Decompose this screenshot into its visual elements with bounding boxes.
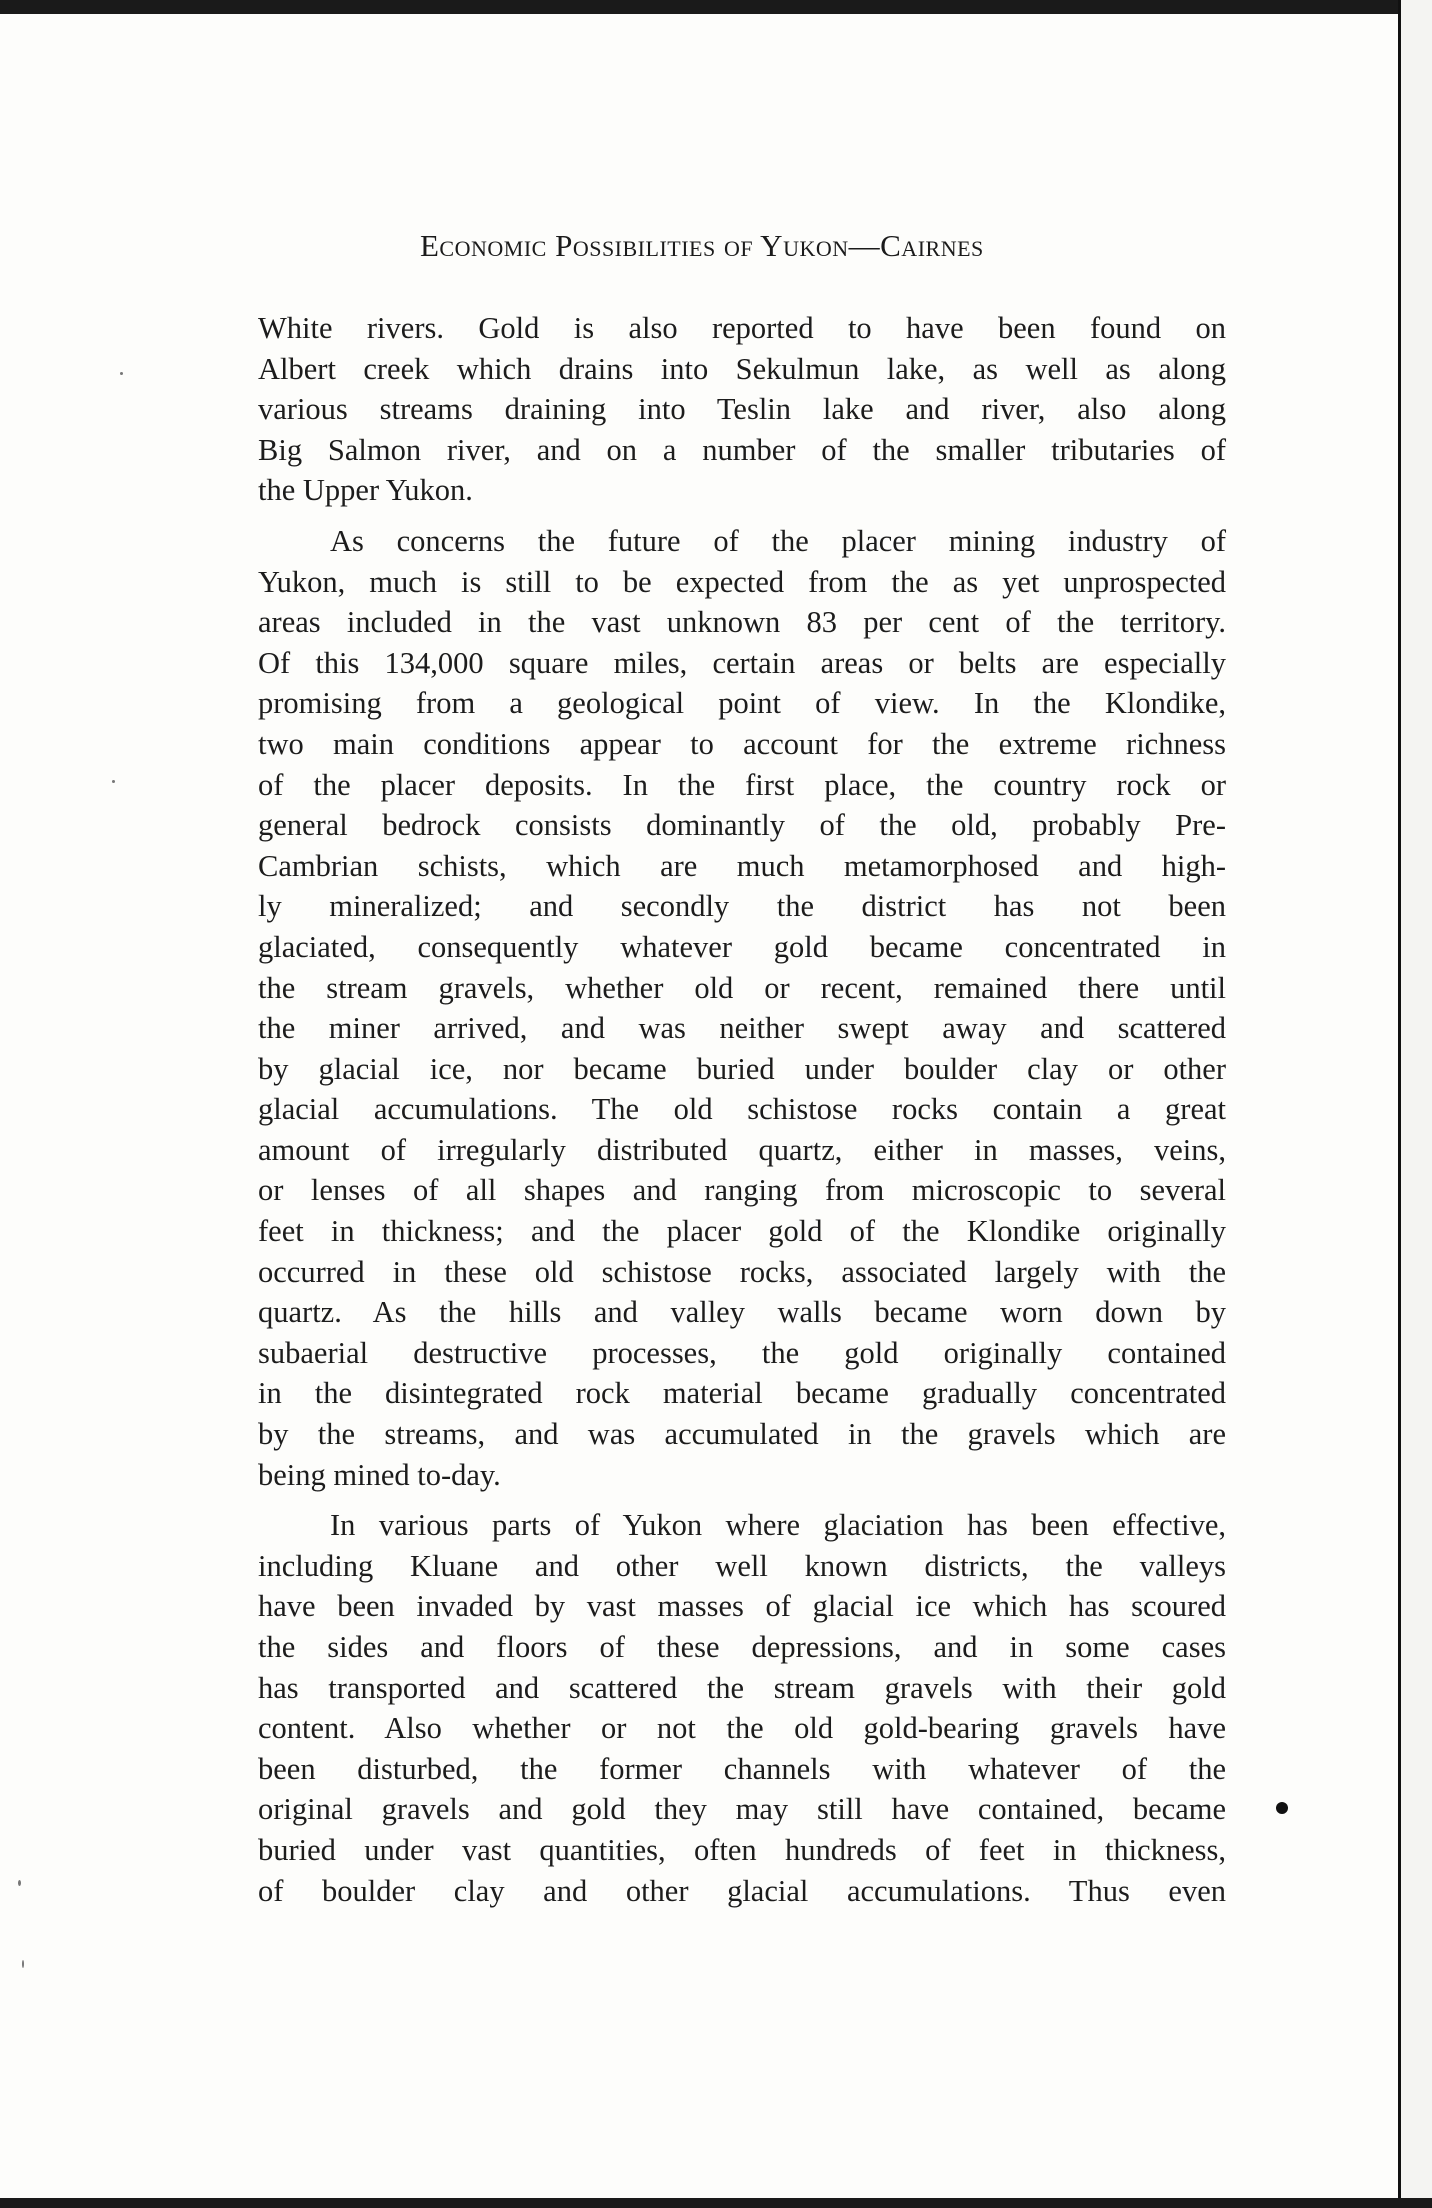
- text-line: by glacial ice, nor became buried under boulder clay or other: [258, 1051, 1226, 1086]
- text-line: original gravels and gold they may still have contained, became: [258, 1792, 1226, 1827]
- text-line: being mined to-day.: [258, 1457, 501, 1492]
- running-head: Economic Possibilities of Yukon—Cairnes: [420, 228, 984, 263]
- scan-speck: [120, 372, 123, 375]
- body-text: [258, 308, 1226, 1921]
- text-line: ly mineralized; and secondly the district has not been: [258, 889, 1226, 924]
- text-line: Yukon, much is still to be expected from the as yet unprospected: [258, 564, 1226, 599]
- paragraph: [258, 1505, 1226, 1911]
- text-line: various streams draining into Teslin lake and river, also along: [258, 392, 1226, 427]
- text-line: the stream gravels, whether old or recent, remained there until: [258, 970, 1226, 1005]
- text-line: two main conditions appear to account for the extreme richness: [258, 726, 1226, 761]
- text-line: the sides and floors of these depressions, and in some cases: [258, 1630, 1226, 1664]
- text-line: White rivers. Gold is also reported to have been found on: [258, 311, 1226, 345]
- text-line: of boulder clay and other glacial accumulations. Thus even: [258, 1873, 1226, 1908]
- text-line: subaerial destructive processes, the gold originally contained: [258, 1335, 1226, 1370]
- margin-dot: [1276, 1802, 1288, 1814]
- text-line: Cambrian schists, which are much metamorphosed and high-: [258, 848, 1226, 883]
- text-line: general bedrock consists dominantly of the old, probably Pre-: [258, 808, 1226, 843]
- paragraph: [258, 308, 1226, 511]
- text-line: In various parts of Yukon where glaciation has been effective,: [330, 1508, 1226, 1543]
- scan-edge: [1398, 0, 1432, 2208]
- text-line: Albert creek which drains into Sekulmun lake, as well as along: [258, 351, 1226, 386]
- text-line: including Kluane and other well known districts, the valleys: [258, 1548, 1226, 1583]
- text-line: the miner arrived, and was neither swept away and scattered: [258, 1011, 1226, 1046]
- scan-speck: [112, 780, 115, 783]
- text-line: buried under vast quantities, often hundreds of feet in thickness,: [258, 1832, 1226, 1867]
- scan-bottom-edge: [0, 2198, 1432, 2208]
- text-line: areas included in the vast unknown 83 per cent of the territory.: [258, 605, 1226, 640]
- text-line: been disturbed, the former channels with whatever of the: [258, 1751, 1226, 1786]
- text-line: content. Also whether or not the old gold-bearing gravels have: [258, 1711, 1226, 1746]
- text-line: glaciated, consequently whatever gold became concentrated in: [258, 929, 1226, 964]
- text-line: Big Salmon river, and on a number of the smaller tributaries of: [258, 432, 1226, 467]
- text-line: glacial accumulations. The old schistose rocks contain a great: [258, 1092, 1226, 1127]
- text-line: the Upper Yukon.: [258, 473, 473, 508]
- text-line: promising from a geological point of view. In the Klondike,: [258, 686, 1226, 721]
- text-line: of the placer deposits. In the first place, the country rock or: [258, 767, 1226, 802]
- scan-speck: [22, 1960, 24, 1968]
- text-line: by the streams, and was accumulated in the gravels which are: [258, 1417, 1226, 1452]
- text-line: As concerns the future of the placer mining industry of: [330, 523, 1226, 558]
- paragraph: [258, 521, 1226, 1495]
- text-line: Of this 134,000 square miles, certain areas or belts are especially: [258, 645, 1226, 680]
- text-line: have been invaded by vast masses of glacial ice which has scoured: [258, 1589, 1226, 1624]
- text-line: quartz. As the hills and valley walls became worn down by: [258, 1295, 1226, 1330]
- scan-speck: [18, 1880, 21, 1886]
- text-line: or lenses of all shapes and ranging from microscopic to several: [258, 1173, 1226, 1208]
- text-line: has transported and scattered the stream gravels with their gold: [258, 1670, 1226, 1705]
- text-line: in the disintegrated rock material became gradually concentrated: [258, 1376, 1226, 1411]
- text-line: feet in thickness; and the placer gold of the Klondike originally: [258, 1214, 1226, 1249]
- text-line: occurred in these old schistose rocks, associated largely with the: [258, 1254, 1226, 1289]
- text-line: amount of irregularly distributed quartz, either in masses, veins,: [258, 1132, 1226, 1167]
